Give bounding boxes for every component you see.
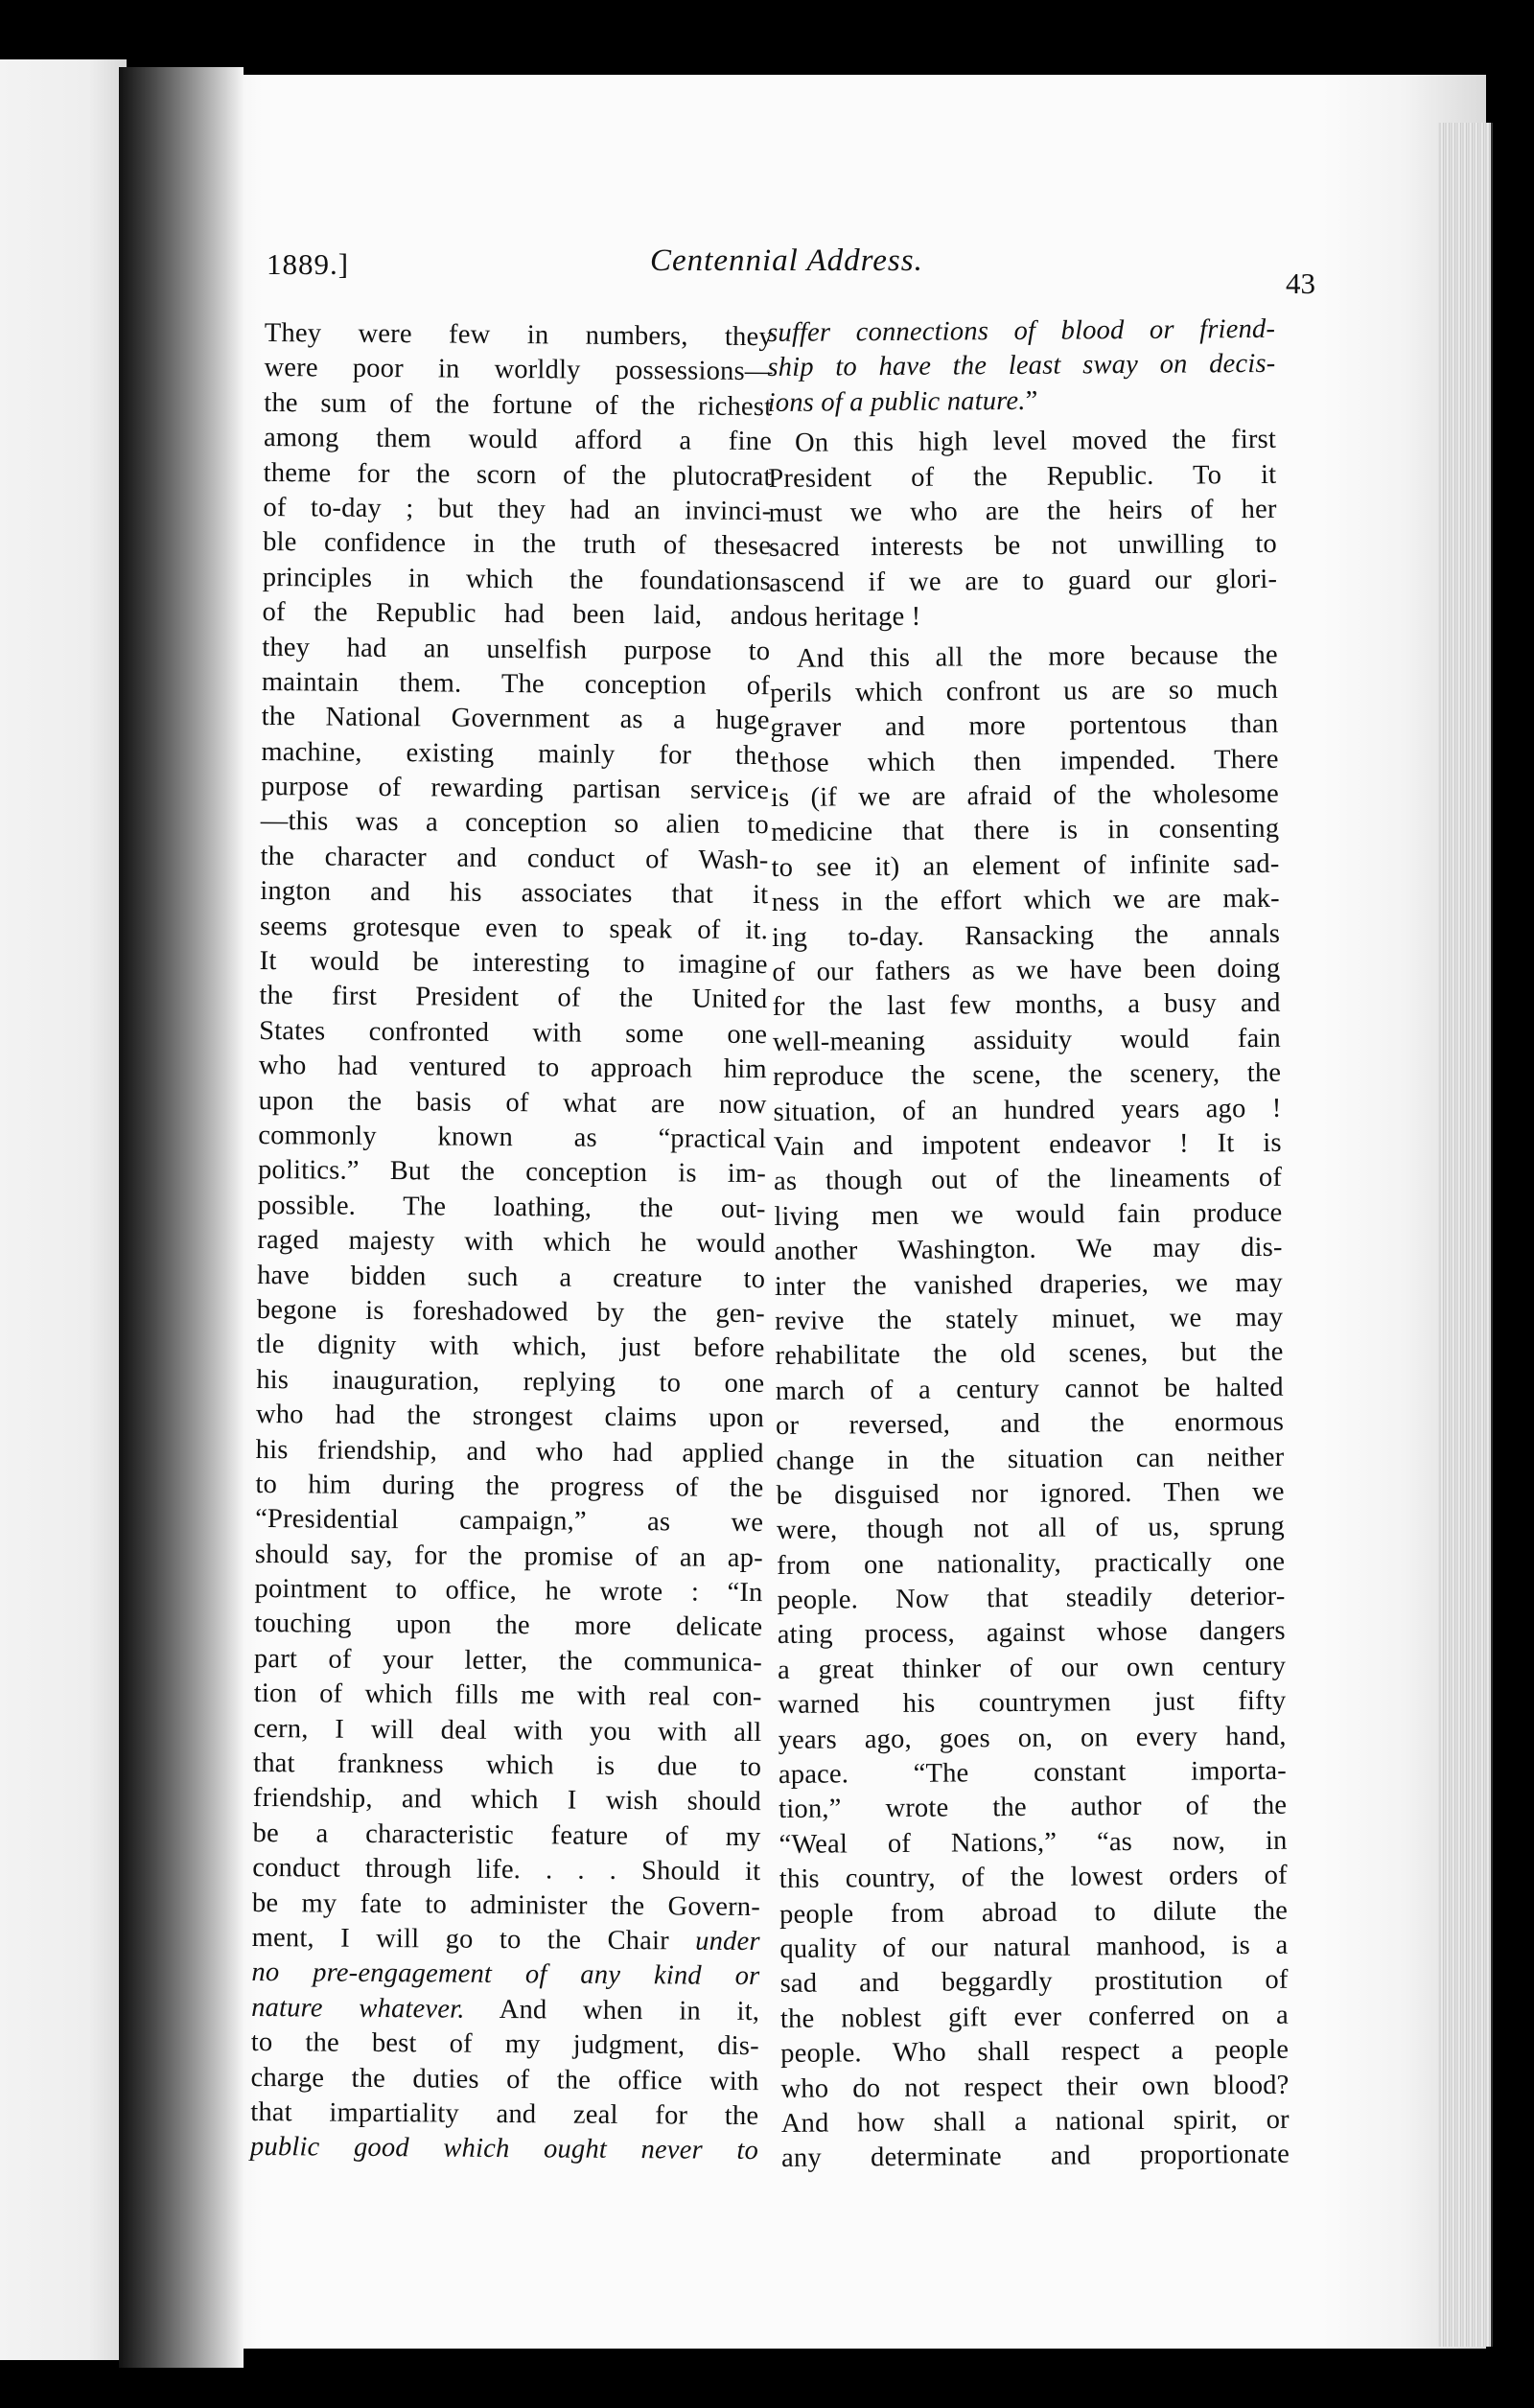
line-text: ” (1025, 385, 1038, 416)
text-line: begone is foreshadowed by the gen- (256, 1294, 765, 1330)
text-line: for the last few months, a busy and (772, 988, 1281, 1023)
line-text: And when in it, (464, 1994, 760, 2026)
text-line: living men we would fain produce (774, 1197, 1283, 1232)
text-line: is (if we are afraid of the wholesome (770, 778, 1280, 814)
text-line: must we who are the heirs of her (768, 494, 1277, 528)
text-line: from one nationality, practically one (777, 1546, 1286, 1581)
text-line: who do not respect their own blood? (780, 2070, 1290, 2104)
text-line: to the best of my judgment, dis- (250, 2027, 759, 2062)
text-line: of our fathers as we have been doing (772, 953, 1281, 988)
text-line: change in the situation can neither (776, 1442, 1285, 1476)
italic-text: ship to have the least sway on decis- (767, 349, 1276, 383)
page-edge-stack (1438, 123, 1493, 2347)
text-line: “Presidential campaign,” as we (255, 1504, 764, 1539)
text-line: as though out of the lineaments of (773, 1163, 1283, 1197)
text-line: of to-day ; but they had an invinci- (263, 492, 772, 527)
book-gutter-shadow (119, 67, 244, 2368)
text-line: President of the Republic. To it (768, 459, 1277, 494)
text-line: who had the strongest claims upon (255, 1400, 765, 1434)
running-head-year: 1889.] (267, 247, 350, 281)
text-line (767, 313, 1275, 352)
text-line (252, 1921, 760, 1960)
text-line: to him during the progress of the (255, 1469, 764, 1504)
text-line: the character and conduct of Wash- (260, 841, 769, 876)
text-line: well-meaning assiduity would fain (772, 1023, 1282, 1057)
right-text-column (767, 313, 1290, 2177)
text-line: this country, of the lowest orders of (779, 1860, 1288, 1895)
text-line: to see it) an element of infinite sad- (771, 848, 1280, 883)
text-line: politics.” But the conception is im- (257, 1155, 767, 1190)
text-line: the National Government as a huge (261, 702, 770, 736)
text-line: those which then impended. There (770, 744, 1279, 778)
text-line: ating process, against whose dangers (777, 1616, 1286, 1651)
text-line: situation, of an hundred years ago ! (773, 1093, 1282, 1127)
text-line: pointment to office, he wrote : “In (254, 1574, 763, 1609)
text-line: ness in the effort which we are mak- (771, 884, 1280, 918)
text-line: raged majesty with which he would (257, 1225, 766, 1260)
text-line: part of your letter, the communica- (253, 1643, 763, 1678)
text-line: apace. “The constant importa- (778, 1755, 1288, 1790)
text-line: were poor in worldly possessions— (264, 353, 773, 387)
text-line: be disguised nor ignored. Then we (776, 1476, 1285, 1511)
text-line: reproduce the scene, the scenery, the (773, 1058, 1282, 1093)
text-line: upon the basis of what are now (258, 1085, 767, 1120)
text-line: purpose of rewarding partisan service (261, 772, 770, 806)
left-text-column (250, 316, 773, 2169)
text-line: cern, I will deal with you with all (253, 1713, 762, 1748)
text-line: have bidden such a creature to (257, 1260, 766, 1294)
text-line: years ago, goes on, on every hand, (778, 1721, 1287, 1755)
text-line: tle dignity with which, just before (256, 1330, 765, 1364)
text-line: they had an unselfish purpose to (262, 632, 771, 666)
text-line: commonly known as “practical (258, 1120, 767, 1155)
text-line: touching upon the more delicate (254, 1609, 763, 1643)
italic-text: ions of a public nature. (767, 385, 1026, 418)
text-line: inter the vanished draperies, we may (774, 1267, 1284, 1302)
text-line: people from abroad to dilute the (779, 1895, 1289, 1930)
text-line: principles in which the foundations (262, 562, 771, 596)
text-line: And how shall a national spirit, or (780, 2104, 1290, 2139)
italic-text: no pre-engagement of any kind or (251, 1957, 760, 1992)
left-facing-page (0, 59, 127, 2360)
text-line (251, 1956, 759, 1995)
text-line: ing to-day. Ransacking the annals (771, 918, 1281, 953)
page-number: 43 (1286, 266, 1315, 300)
line-text: ment, I will go to the Chair (251, 1922, 669, 1956)
text-line: his friendship, and who had applied (255, 1434, 764, 1469)
italic-text: nature whatever. (251, 1992, 465, 2025)
text-line: that frankness which is due to (253, 1748, 762, 1783)
text-line: —this was a conception so alien to (260, 806, 769, 841)
text-line: Vain and impotent endeavor ! It is (773, 1127, 1282, 1162)
text-line: It would be interesting to imagine (259, 946, 768, 981)
text-line: revive the stately minuet, we may (775, 1302, 1284, 1336)
text-line: people. Who shall respect a people (780, 2034, 1290, 2070)
text-line: rehabilitate the old scenes, but the (775, 1337, 1284, 1372)
text-line: his inauguration, replying to one (256, 1364, 765, 1399)
text-line: theme for the scorn of the plutocrat (263, 457, 772, 492)
text-line (250, 2130, 758, 2169)
text-line: machine, existing mainly for the (261, 736, 770, 771)
text-line: ington and his associates that it (260, 876, 769, 911)
text-line: a great thinker of our own century (777, 1651, 1287, 1685)
text-line: seems grotesque even to speak of it. (259, 911, 769, 945)
text-line: the sum of the fortune of the richest (264, 387, 773, 422)
text-line: the noblest gift ever conferred on a (779, 2000, 1290, 2034)
text-line: that impartiality and zeal for the (250, 2096, 759, 2132)
text-line: were, though not all of us, sprung (776, 1512, 1286, 1546)
text-line: They were few in numbers, they (264, 317, 773, 353)
text-line: And this all the more because the (796, 639, 1278, 674)
italic-text: under (695, 1926, 760, 1957)
text-line: graver and more portentous than (770, 709, 1279, 744)
text-line: sad and beggardly prostitution of (779, 1965, 1289, 2000)
text-line (767, 347, 1275, 386)
text-line: or reversed, and the enormous (775, 1406, 1285, 1442)
text-line: possible. The loathing, the out- (257, 1190, 766, 1224)
text-line: should say, for the promise of an ap- (254, 1539, 763, 1573)
text-line: tion of which fills me with real con- (253, 1679, 762, 1713)
text-line: States confronted with some one (259, 1015, 768, 1050)
italic-text: suffer connections of blood or friend- (767, 313, 1276, 348)
text-line: who had ventured to approach him (258, 1051, 767, 1085)
text-line: conduct through life. . . . Should it (252, 1853, 761, 1887)
text-line: be my fate to administer the Govern- (251, 1887, 761, 1922)
text-line: the first President of the United (259, 981, 768, 1015)
running-head (267, 240, 1315, 300)
text-line: be a characteristic feature of my (252, 1818, 761, 1852)
running-head-title: Centennial Address. (650, 243, 923, 278)
text-line: sacred interests be not unwilling to (768, 529, 1278, 564)
text-line (251, 1991, 759, 2030)
text-line: ascend if we are to guard our glori- (769, 564, 1278, 598)
text-line: of the Republic had been laid, and (262, 597, 771, 632)
text-line: tion,” wrote the author of the (779, 1791, 1288, 1825)
text-line: quality of our natural manhood, is a (779, 1930, 1289, 1964)
text-line: march of a century cannot be halted (775, 1372, 1284, 1406)
italic-text: public good which ought never to (249, 2132, 759, 2166)
text-line: ble confidence in the truth of these (263, 527, 772, 562)
text-line: “Weal of Nations,” “as now, in (779, 1825, 1288, 1860)
text-line: charge the duties of the office with (250, 2062, 759, 2096)
text-line (768, 382, 1276, 422)
text-line: among them would afford a fine (263, 423, 773, 457)
text-line: medicine that there is in consenting (771, 814, 1280, 848)
text-line: another Washington. We may dis- (774, 1232, 1283, 1267)
text-line: On this high level moved the first (794, 425, 1277, 458)
text-line: perils which confront us are so much (769, 674, 1279, 708)
text-line: friendship, and which I wish should (252, 1783, 761, 1818)
text-line: ous heritage ! (769, 601, 921, 634)
text-line: warned his countrymen just fifty (778, 1686, 1287, 1721)
text-line: maintain them. The conception of (261, 666, 771, 702)
text-line: any determinate and proportionate (780, 2140, 1290, 2174)
text-line: people. Now that steadily deterior- (777, 1581, 1286, 1616)
